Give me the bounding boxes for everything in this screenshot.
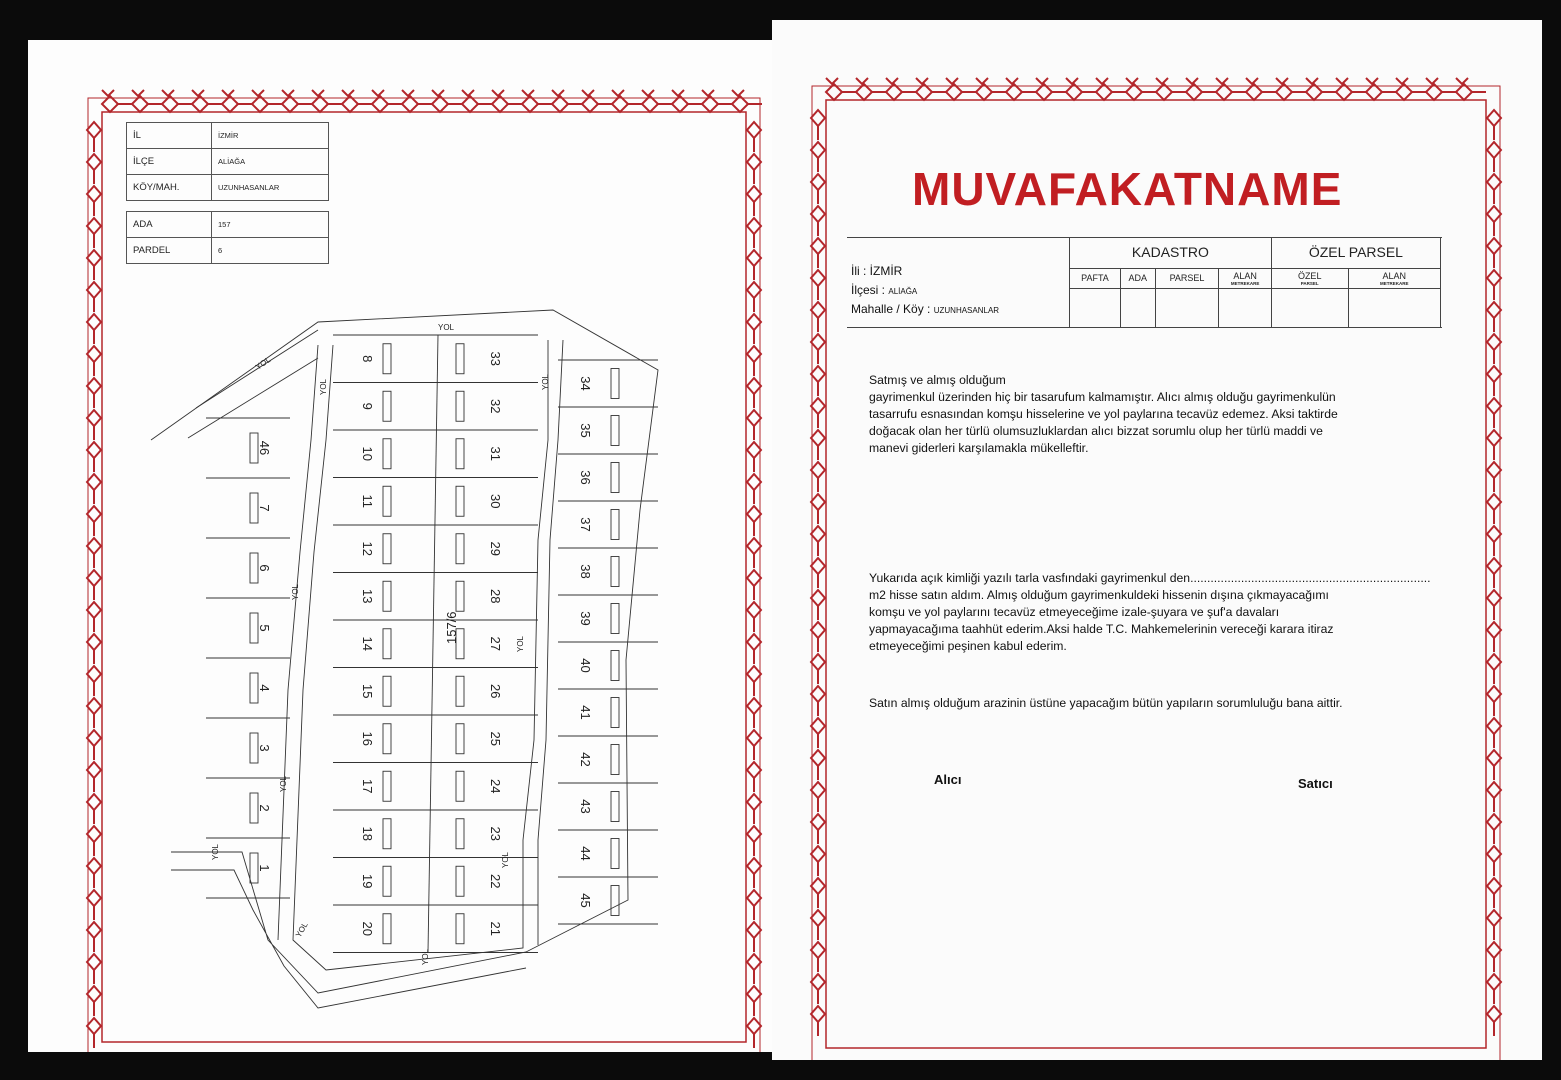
road-label: YOL: [541, 373, 550, 390]
statement-paragraph-1: [869, 372, 1338, 457]
parcel-value: 6: [212, 238, 329, 264]
location-value: ALİAĞA: [212, 149, 329, 175]
center_left-lot-number: 15: [360, 684, 375, 699]
center_left-lot-number: 12: [360, 541, 375, 556]
road-label: YOL: [279, 775, 288, 792]
kadastro-header: KADASTRO: [1070, 237, 1272, 268]
center_right-lot-number: 21: [488, 921, 503, 936]
column-header: [1155, 268, 1219, 288]
owner-il: İli : İZMİR: [851, 264, 903, 278]
center-parcel-label: 157/6: [444, 611, 459, 644]
center_right-lot-number: 26: [488, 684, 503, 699]
pafta-cell[interactable]: [1070, 288, 1121, 327]
east-lot-number: 45: [578, 893, 593, 908]
center_left-lot-number: 8: [360, 355, 375, 363]
column-main: PARSEL: [1169, 273, 1205, 283]
center_right-lot-number: 27: [488, 636, 503, 651]
center_left-lot-number: 10: [360, 446, 375, 461]
road-label: YOL: [319, 378, 328, 395]
statement-paragraph-3: Satın almış olduğum arazinin üstüne yapacağım bütün yapıların sorumluluğu bana aittir.: [869, 696, 1343, 710]
parsel-cell[interactable]: [1155, 288, 1219, 327]
column-header: [1070, 268, 1121, 288]
property-info-block: [847, 237, 1442, 329]
center_right-lot-number: 31: [488, 446, 503, 461]
buyer-signature-label: Alıcı: [934, 772, 962, 787]
center_left-lot-number: 13: [360, 589, 375, 604]
location-value: UZUNHASANLAR: [212, 175, 329, 201]
text-line: doğacak olan her türlü olumsuzluklardan alıcı bizzat sorumlu olup her türlü maddi ve: [869, 424, 1323, 438]
center_right-lot-number: 24: [488, 779, 503, 794]
text-line: Satmış ve almış olduğum: [869, 373, 1006, 387]
document-title: MUVAFAKATNAME: [912, 163, 1343, 215]
center_right-lot-number: 23: [488, 826, 503, 841]
column-sub: METREKARE: [1230, 280, 1260, 286]
center_left-lot-number: 9: [360, 402, 375, 410]
east-lot-number: 37: [578, 517, 593, 532]
east-lot-number: 41: [578, 705, 593, 720]
east-lot-number: 34: [578, 376, 593, 391]
column-sub: PARSEL: [1300, 280, 1319, 286]
east-lot-number: 40: [578, 658, 593, 673]
east-lot-number: 36: [578, 470, 593, 485]
west-lot-number: 3: [257, 744, 272, 752]
west-lot-number: 6: [257, 564, 272, 572]
road-label: YOL: [501, 851, 510, 868]
west-lot-number: 5: [257, 624, 272, 632]
center_right-lot-number: 29: [488, 541, 503, 556]
column-header: [1219, 268, 1271, 288]
center_right-lot-number: 30: [488, 494, 503, 509]
center_left-lot-number: 19: [360, 874, 375, 889]
left-page-map-sheet: [28, 40, 780, 1052]
center_right-lot-number: 22: [488, 874, 503, 889]
column-main: PAFTA: [1081, 273, 1109, 283]
location-value: İZMİR: [212, 123, 329, 149]
west-lot-number: 1: [257, 864, 272, 872]
owner-ilce: [851, 283, 917, 297]
text-line: etmeyeceğimi peşinen kabul ederim.: [869, 639, 1067, 653]
ozel-alan-cell[interactable]: [1348, 288, 1440, 327]
west-lot-number: 2: [257, 804, 272, 812]
center_left-lot-number: 17: [360, 779, 375, 794]
east-lot-number: 43: [578, 799, 593, 814]
column-header: [1120, 268, 1155, 288]
east-lot-number: 44: [578, 846, 593, 861]
owner-mahalle: [851, 302, 999, 316]
cadastre-table: [1069, 237, 1441, 328]
center_left-lot-number: 16: [360, 731, 375, 746]
center_right-lot-number: 25: [488, 731, 503, 746]
road-label: YOL: [421, 948, 430, 965]
center_right-lot-number: 32: [488, 399, 503, 414]
west-lot-number: 7: [257, 504, 272, 512]
parcel-label: ADA: [127, 212, 212, 238]
ada-cell[interactable]: [1120, 288, 1155, 327]
parcel-label: PARDEL: [127, 238, 212, 264]
text-line: m2 hisse satın aldım. Almış olduğum gayrimenkuldeki hissenin dışına çıkmayacağımı: [869, 588, 1329, 602]
east-lot-number: 35: [578, 423, 593, 438]
center_left-lot-number: 14: [360, 636, 375, 651]
ilce-label: İlçesi :: [851, 283, 886, 297]
right-page-consent-form: [772, 20, 1542, 1060]
road-label: YOL: [253, 355, 273, 372]
column-main: ALAN: [1233, 270, 1257, 281]
column-header: [1348, 268, 1440, 288]
text-line: Yukarıda açık kimliği yazılı tarla vasfındaki gayrimenkul den.......................................................................: [869, 571, 1431, 585]
road-label: YOL: [291, 583, 300, 600]
center_left-lot-number: 11: [360, 494, 375, 508]
west-lot-number: 46: [257, 440, 272, 456]
center_left-lot-number: 18: [360, 826, 375, 841]
ilce-value: ALİAĞA: [888, 287, 918, 296]
text-line: komşu ve yol paylarını tecavüz etmeyeceğime izale-şuyara ve şuf'a davaları: [869, 605, 1280, 619]
location-label: İLÇE: [127, 149, 212, 175]
road-label: YOL: [211, 843, 220, 860]
ozel-parsel-header: ÖZEL PARSEL: [1271, 237, 1440, 268]
east-lot-number: 39: [578, 611, 593, 626]
mahalle-value: UZUNHASANLAR: [933, 306, 1000, 315]
east-lot-number: 42: [578, 752, 593, 767]
ozel-parsel-cell[interactable]: [1271, 288, 1348, 327]
alan-cell[interactable]: [1219, 288, 1271, 327]
center_left-lot-number: 20: [360, 921, 375, 936]
west-lot-number: 4: [257, 684, 272, 692]
east-lot-number: 38: [578, 564, 593, 579]
road-label: YOL: [438, 323, 455, 332]
text-line: tasarrufu esnasından komşu hisselerine ve yol paylarına tecavüz edemez. Aksi taktirde: [869, 407, 1338, 421]
road-label: YOL: [516, 635, 525, 652]
parcel-value: 157: [212, 212, 329, 238]
column-main: ALAN: [1382, 270, 1407, 281]
road-label: YOL: [293, 920, 310, 939]
center_right-lot-number: 28: [488, 589, 503, 604]
column-sub: METREKARE: [1380, 280, 1409, 286]
column-header: [1271, 268, 1348, 288]
seller-signature-label: Satıcı: [1298, 776, 1333, 791]
text-line: manevi giderleri karşılamakla mükelleftir.: [869, 441, 1089, 455]
text-line: yapmayacağıma taahhüt ederim.Aksi halde T.C. Mahkemelerinin vereceği karara itiraz: [869, 622, 1334, 636]
text-line: gayrimenkul üzerinden hiç bir tasarufum kalmamıştır. Alıcı almış olduğu gayrimenkulün: [869, 390, 1336, 404]
location-label: İL: [127, 123, 212, 149]
location-label: KÖY/MAH.: [127, 175, 212, 201]
statement-paragraph-2: [869, 570, 1439, 655]
column-main: ADA: [1128, 273, 1148, 283]
center_right-lot-number: 33: [488, 351, 503, 366]
mahalle-label: Mahalle / Köy :: [851, 302, 931, 316]
parcel-map: [28, 40, 780, 1052]
column-main: ÖZEL: [1297, 270, 1322, 281]
